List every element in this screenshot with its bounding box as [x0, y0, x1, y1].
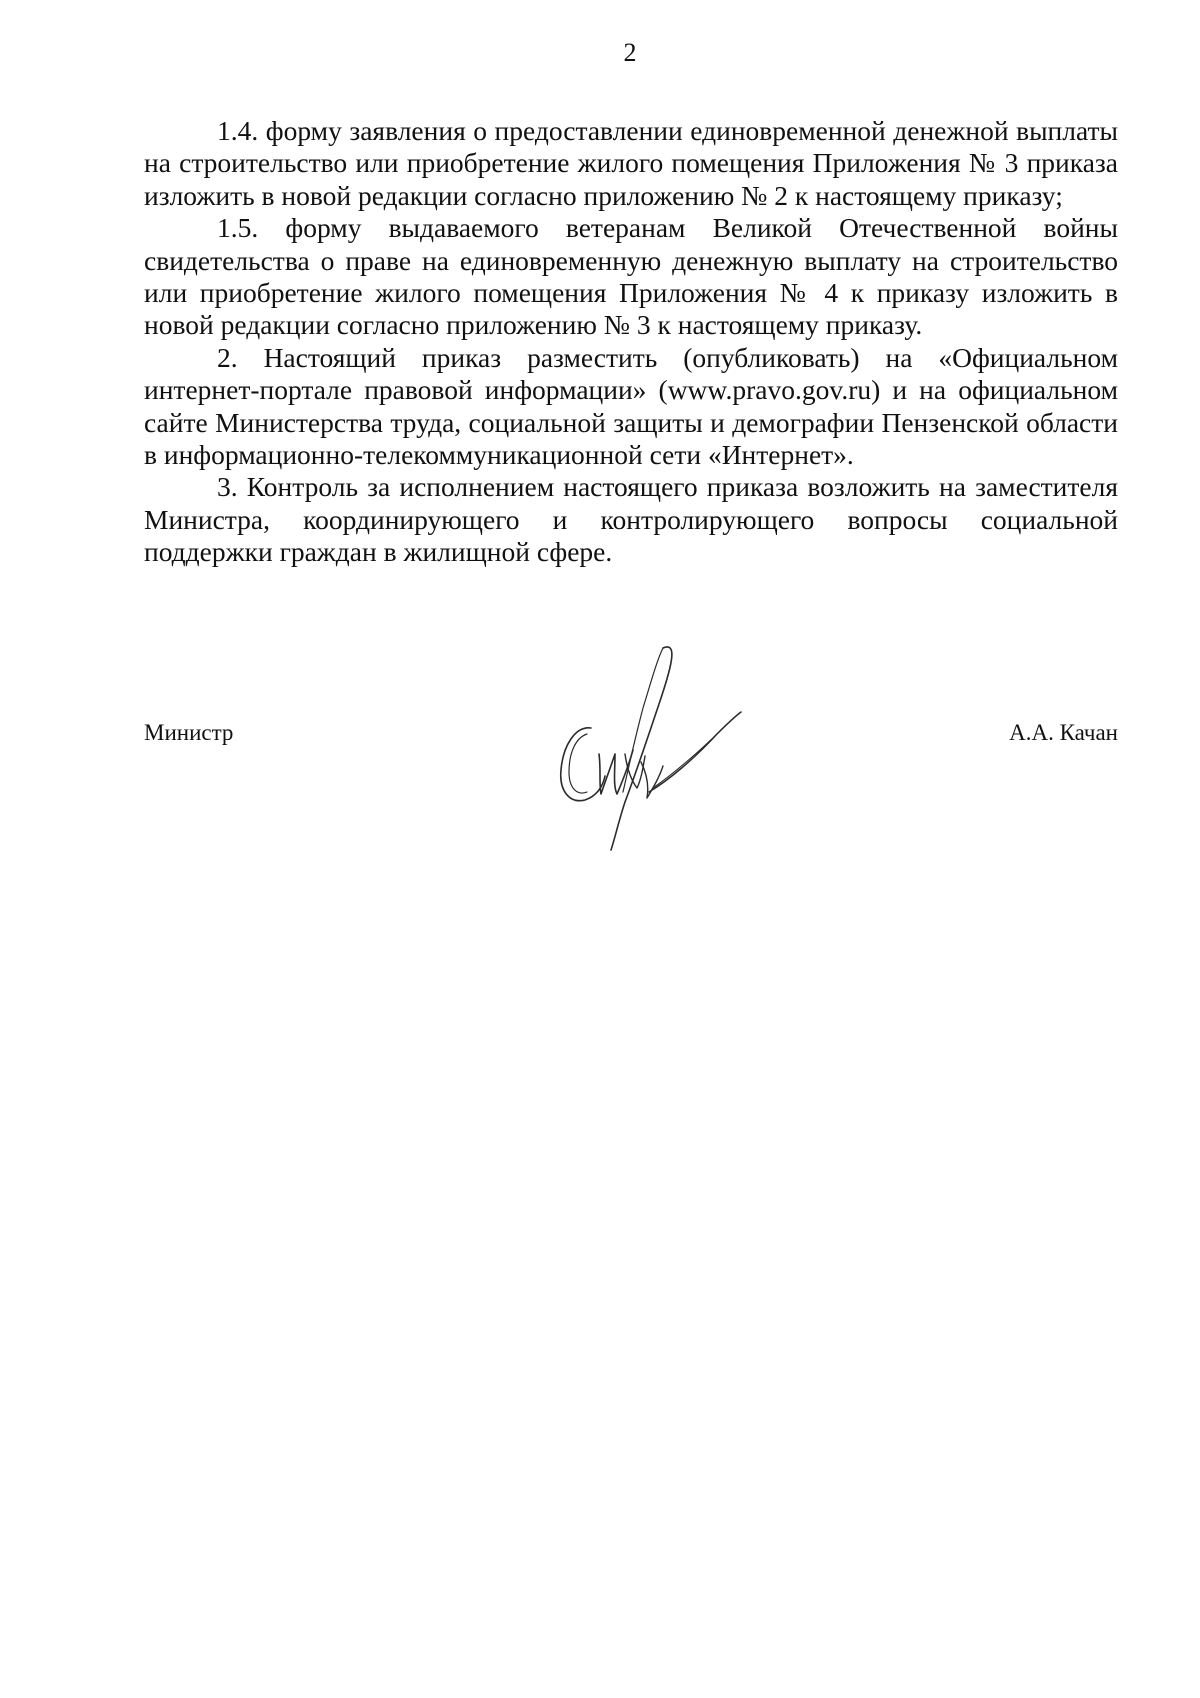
signer-position: Министр: [144, 720, 234, 745]
handwritten-signature: [545, 642, 750, 854]
paragraph-2: 2. Настоящий приказ разместить (опубликовать) на «Официальном интернет-портале правовой информации» (www.pravo.gov.ru) и на официальном сайте Министерства труда, социальной защиты и демографии Пензенской области в информационно-телекоммуникационной сети «Интернет».: [144, 341, 1118, 471]
paragraph-1-4: 1.4. форму заявления о предоставлении единовременной денежной выплаты на строительство или приобретение жилого помещения Приложения № 3 приказа изложить в новой редакции согласно приложению № 2 к настоящему приказу;: [144, 115, 1118, 211]
document-body: [144, 115, 1118, 569]
paragraph-3: 3. Контроль за исполнением настоящего приказа возложить на заместителя Министра, координирующего и контролирующего вопросы социальной поддержки граждан в жилищной сфере.: [144, 471, 1118, 568]
signer-name: А.А. Качан: [1009, 720, 1118, 745]
page-number: 2: [623, 38, 637, 67]
paragraph-1-5: 1.5. форму выдаваемого ветеранам Великой Отечественной войны свидетельства о праве на единовременную денежную выплату на строительство или приобретение жилого помещения Приложения № 4 к приказу изложить в новой редакции согласно приложению № 3 к настоящему приказу.: [144, 212, 1118, 341]
